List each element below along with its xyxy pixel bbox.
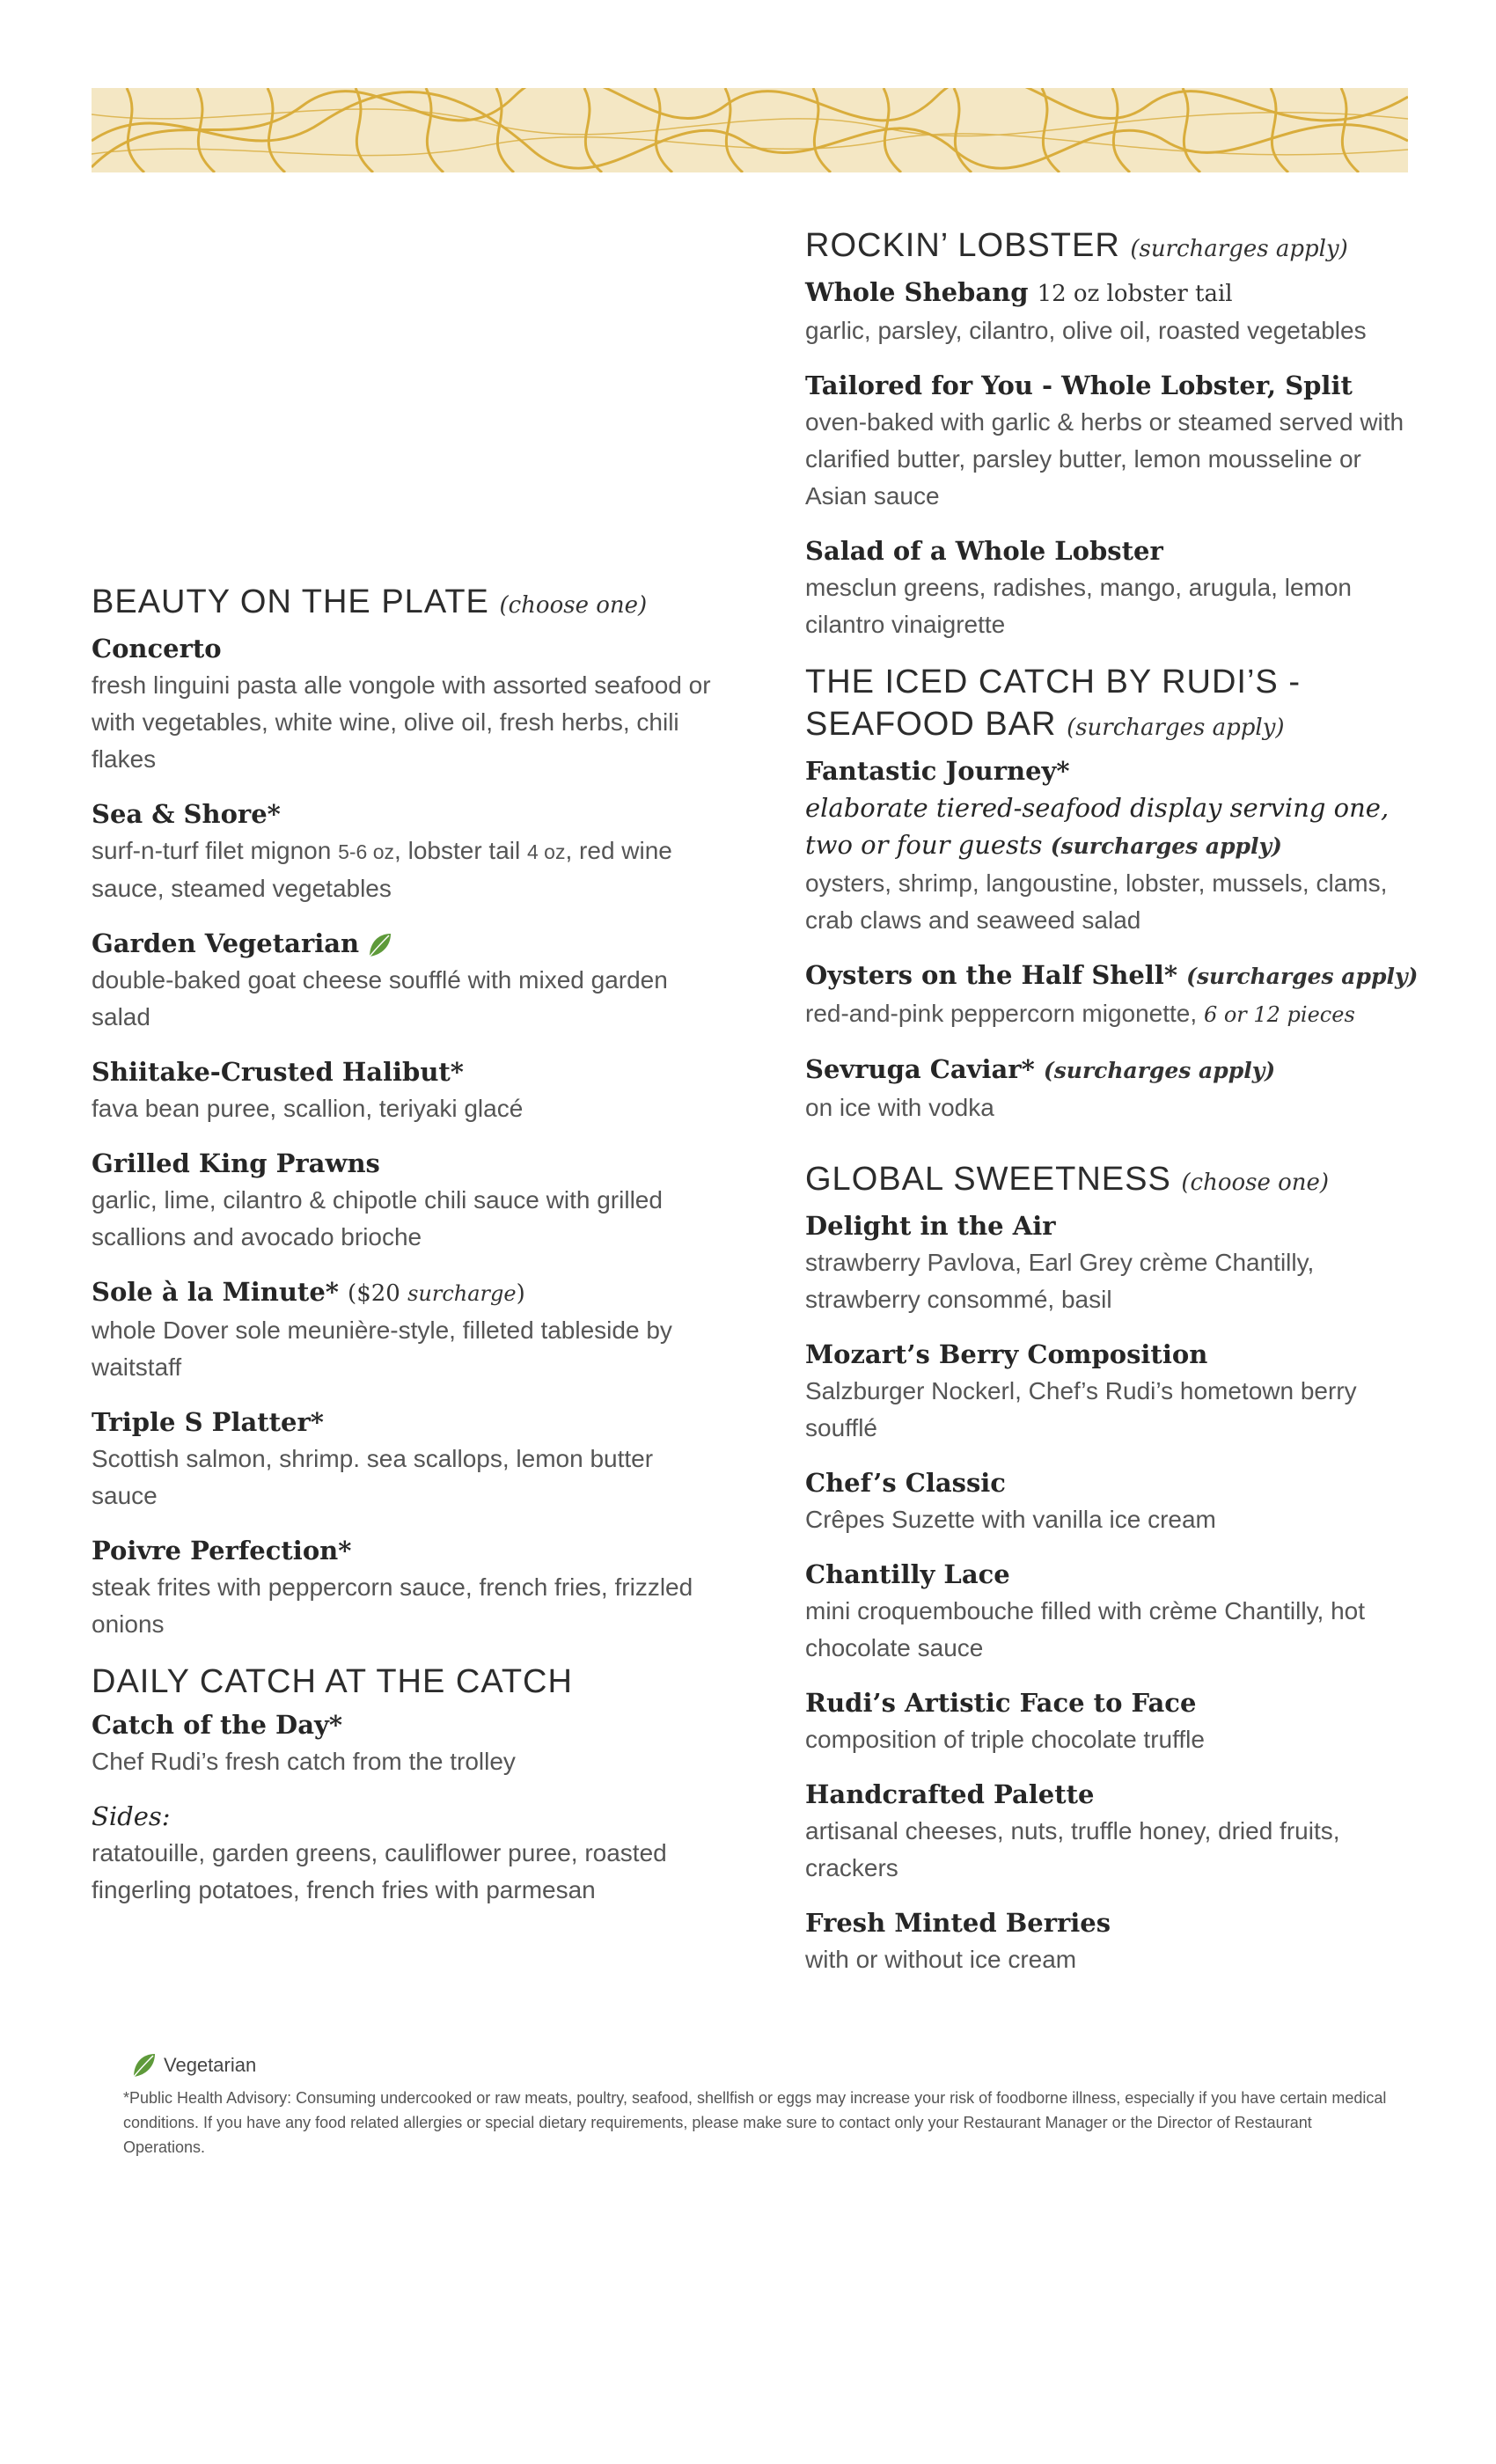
menu-item-berries <box>805 1904 1421 1978</box>
section-note: (surcharges apply) <box>1130 236 1348 262</box>
item-name: Whole Shebang <box>805 277 1029 307</box>
menu-item-mozart <box>805 1336 1421 1447</box>
item-name: Oysters on the Half Shell* <box>805 960 1177 990</box>
item-name: Sole à la Minute* <box>92 1277 339 1307</box>
item-description: fava bean puree, scallion, teriyaki glacé <box>92 1095 524 1122</box>
note-part: surcharge <box>407 1281 517 1306</box>
item-subtitle: elaborate tiered-seafood display serving one, <box>805 793 1390 823</box>
item-name: Poivre Perfection* <box>92 1536 352 1566</box>
item-name: Fresh Minted Berries <box>805 1908 1111 1938</box>
item-description: strawberry Pavlova, Earl Grey crème Chantilly, strawberry consommé, basil <box>805 1249 1315 1313</box>
item-name: Triple S Platter* <box>92 1407 324 1437</box>
item-name-row <box>805 957 1421 995</box>
menu-item-concerto <box>92 630 725 778</box>
item-note: (surcharges apply) <box>1050 833 1282 859</box>
sides-block <box>92 1798 725 1909</box>
desc-part: , red wine sauce, steamed vegetables <box>92 837 672 902</box>
item-name: Tailored for You - Whole Lobster, Split <box>805 370 1353 400</box>
decorative-banner <box>92 88 1408 172</box>
item-name: Sea & Shore* <box>92 799 281 829</box>
item-description: composition of triple chocolate truffle <box>805 1726 1205 1753</box>
section-title-text: THE ICED CATCH BY RUDI’S - <box>805 664 1301 700</box>
note-part: ($20 <box>348 1280 408 1307</box>
item-note: (surcharges apply) <box>1043 1058 1276 1083</box>
item-description: on ice with vodka <box>805 1094 994 1121</box>
menu-item-sole <box>92 1273 725 1386</box>
menu-item-sea-shore <box>92 796 725 907</box>
section-title-beauty <box>92 581 725 627</box>
item-name: Delight in the Air <box>805 1211 1056 1241</box>
item-name-row <box>805 274 1421 312</box>
desc-part: surf-n-turf filet mignon <box>92 837 339 864</box>
item-name: Concerto <box>92 634 222 664</box>
section-title-sweetness <box>805 1158 1421 1204</box>
item-subtitle: two or four guests <box>805 830 1043 860</box>
section-note: (surcharges apply) <box>1067 715 1285 741</box>
menu-item-catch-of-day <box>92 1706 725 1780</box>
item-name: Shiitake-Crusted Halibut* <box>92 1057 464 1087</box>
item-name: Mozart’s Berry Composition <box>805 1339 1208 1369</box>
desc-part: red-and-pink peppercorn migonette, <box>805 1000 1198 1027</box>
section-title-text: GLOBAL SWEETNESS <box>805 1161 1171 1198</box>
item-description <box>92 832 725 907</box>
item-description: Chef Rudi’s fresh catch from the trolley <box>92 1748 516 1775</box>
section-title-iced-catch <box>805 661 1421 749</box>
item-name: Salad of a Whole Lobster <box>805 536 1163 566</box>
item-description: mini croquembouche filled with crème Chantilly, hot chocolate sauce <box>805 1597 1365 1661</box>
menu-item-face-to-face <box>805 1684 1421 1758</box>
surcharge-note <box>348 1280 525 1307</box>
item-name-row <box>805 1051 1421 1089</box>
item-name: Garden Vegetarian <box>92 928 360 958</box>
desc-count: 6 or 12 pieces <box>1203 1002 1355 1027</box>
desc-part: , lobster tail <box>394 837 527 864</box>
menu-item-tailored-lobster <box>805 367 1421 515</box>
item-name: Chantilly Lace <box>805 1559 1010 1589</box>
item-name: Catch of the Day* <box>92 1710 343 1740</box>
menu-item-garden-vegetarian <box>92 925 725 1036</box>
menu-item-poivre <box>92 1532 725 1643</box>
sides-label: Sides: <box>92 1801 171 1831</box>
menu-item-whole-shebang <box>805 274 1421 349</box>
item-note: (surcharges apply) <box>1186 964 1419 989</box>
leaf-icon <box>364 930 394 960</box>
menu-item-palette <box>805 1776 1421 1887</box>
item-name: Chef’s Classic <box>805 1468 1006 1498</box>
menu-item-chefs-classic <box>805 1464 1421 1538</box>
item-name: Handcrafted Palette <box>805 1779 1095 1809</box>
leaf-icon <box>128 2050 158 2080</box>
item-name-row <box>92 925 725 962</box>
item-description: Salzburger Nockerl, Chef’s Rudi’s hometown berry soufflé <box>805 1377 1357 1441</box>
section-title-text: DAILY CATCH AT THE CATCH <box>92 1663 573 1700</box>
item-name-row <box>92 1273 725 1312</box>
menu-item-fantastic-journey <box>805 752 1421 939</box>
sides-description: ratatouille, garden greens, cauliflower puree, roasted fingerling potatoes, french fries with parmesan <box>92 1839 667 1903</box>
left-column <box>92 581 725 1926</box>
item-description: garlic, parsley, cilantro, olive oil, roasted vegetables <box>805 317 1367 344</box>
item-description: steak frites with peppercorn sauce, french fries, frizzled onions <box>92 1573 693 1638</box>
item-description: garlic, lime, cilantro & chipotle chili sauce with grilled scallions and avocado brioche <box>92 1186 663 1250</box>
gold-leaf-pattern-icon <box>92 88 1408 172</box>
menu-item-oysters <box>805 957 1421 1033</box>
item-name: Sevruga Caviar* <box>805 1054 1035 1084</box>
menu-item-triple-s <box>92 1404 725 1514</box>
item-description: oven-baked with garlic & herbs or steamed served with clarified butter, parsley butter, lemon mousseline or Asian sauce <box>805 408 1404 510</box>
item-description: oysters, shrimp, langoustine, lobster, mussels, clams, crab claws and seaweed salad <box>805 869 1388 934</box>
menu-item-delight <box>805 1207 1421 1318</box>
section-note: (choose one) <box>1181 1170 1330 1196</box>
item-description: fresh linguini pasta alle vongole with assorted seafood or with vegetables, white wine, olive oil, fresh herbs, chili flakes <box>92 671 711 773</box>
legend-label: Vegetarian <box>164 2054 257 2076</box>
item-description: with or without ice cream <box>805 1946 1077 1973</box>
item-description: mesclun greens, radishes, mango, arugula, lemon cilantro vinaigrette <box>805 574 1353 638</box>
section-title-line2 <box>805 703 1421 749</box>
vegetarian-legend <box>123 2050 1390 2080</box>
item-description: Scottish salmon, shrimp. sea scallops, lemon butter sauce <box>92 1445 654 1509</box>
note-part: ) <box>516 1280 525 1307</box>
menu-item-chantilly-lace <box>805 1556 1421 1667</box>
item-description: whole Dover sole meunière-style, filleted tableside by waitstaff <box>92 1316 672 1381</box>
item-subtitle-row <box>805 826 1421 865</box>
health-advisory: *Public Health Advisory: Consuming undercooked or raw meats, poultry, seafood, shellfish or eggs may increase your risk of foodborne illness, especially if you have certain medical conditions. If you have any food related allergies or special dietary requirements, please make sure to contact only your Restaurant Manager or the Director of Restaurant Operations. <box>123 2089 1387 2156</box>
item-name: Rudi’s Artistic Face to Face <box>805 1688 1197 1718</box>
item-description <box>805 995 1421 1033</box>
section-title-text: SEAFOOD BAR <box>805 706 1057 743</box>
section-title-text: BEAUTY ON THE PLATE <box>92 583 489 620</box>
item-name: Fantastic Journey* <box>805 756 1070 786</box>
desc-weight: 5-6 oz <box>338 840 395 863</box>
menu-item-caviar <box>805 1051 1421 1126</box>
item-note: 12 oz lobster tail <box>1037 281 1233 307</box>
item-description: Crêpes Suzette with vanilla ice cream <box>805 1506 1216 1533</box>
footer <box>123 2050 1390 2160</box>
section-title-lobster <box>805 224 1421 270</box>
desc-weight: 4 oz <box>527 840 566 863</box>
section-note: (choose one) <box>499 592 648 619</box>
right-column <box>805 224 1421 1996</box>
item-description: double-baked goat cheese soufflé with mixed garden salad <box>92 966 668 1030</box>
item-name: Grilled King Prawns <box>92 1148 380 1178</box>
section-title-text: ROCKIN’ LOBSTER <box>805 227 1120 264</box>
menu-item-king-prawns <box>92 1145 725 1256</box>
menu-item-lobster-salad <box>805 532 1421 643</box>
section-title-daily <box>92 1661 725 1703</box>
item-description: artisanal cheeses, nuts, truffle honey, dried fruits, crackers <box>805 1817 1340 1881</box>
menu-item-halibut <box>92 1053 725 1127</box>
